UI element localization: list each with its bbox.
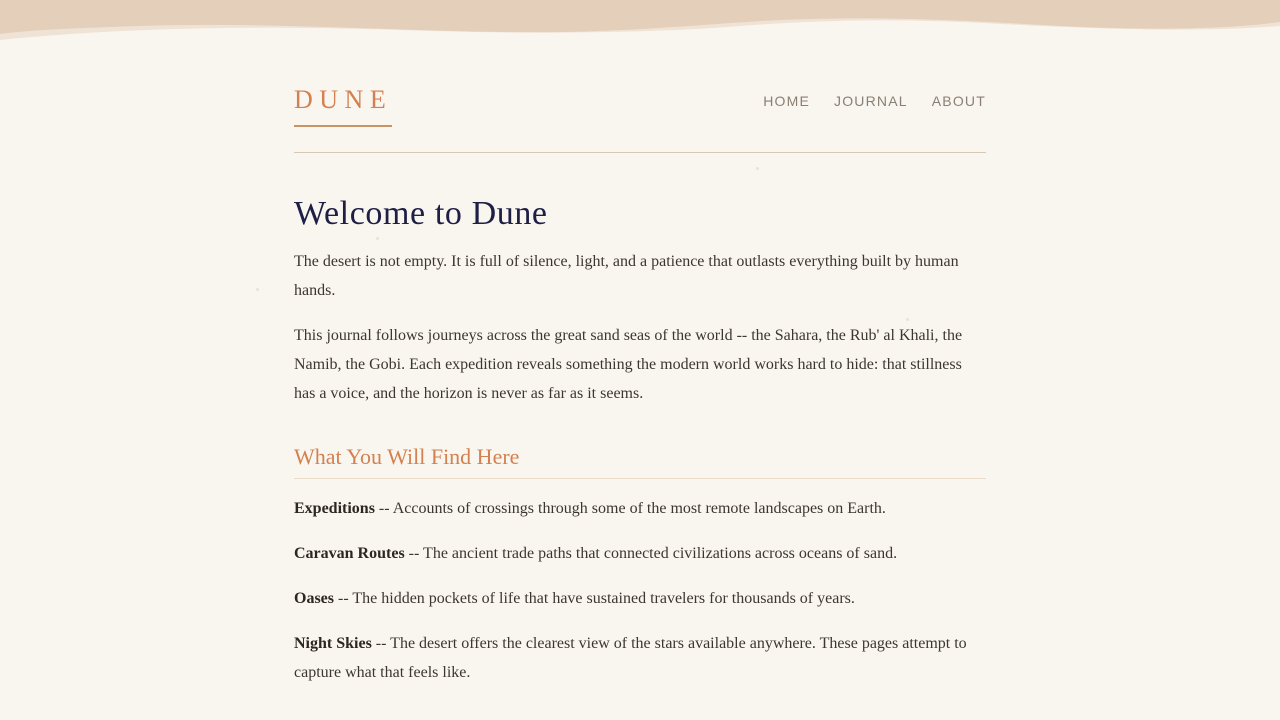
feature-description: The ancient trade paths that connected civilizations across oceans of sand. [423, 545, 898, 562]
decorative-sand-dot [256, 288, 259, 291]
main-content [294, 193, 986, 687]
page-title: Welcome to Dune [294, 195, 548, 232]
feature-separator: -- [334, 590, 353, 607]
intro-paragraph: The desert is not empty. It is full of silence, light, and a patience that outlasts everything built by human hands. [294, 253, 959, 299]
nav-home[interactable]: HOME [763, 93, 811, 109]
feature-description: Accounts of crossings through some of the most remote landscapes on Earth. [392, 500, 886, 517]
intro-paragraph: This journal follows journeys across the great sand seas of the world -- the Sahara, the Rub' al Khali, the Namib, the Gobi. Each expedition reveals something the modern world works hard to hide: that stillness has a voice, and the horizon is never as far as it seems. [294, 327, 963, 402]
nav-journal[interactable]: JOURNAL [834, 93, 908, 109]
site-logo[interactable]: DUNE [294, 84, 392, 127]
site-header [294, 0, 986, 153]
feature-separator: -- [374, 500, 393, 517]
feature-term: Oases [294, 590, 334, 607]
feature-item-night-skies [294, 629, 986, 687]
nav-about[interactable]: ABOUT [931, 93, 986, 109]
feature-description: The desert offers the clearest view of the stars available anywhere. These pages attempt to capture what that feels like. [294, 635, 967, 681]
feature-separator: -- [404, 545, 424, 562]
feature-description: The hidden pockets of life that have sustained travelers for thousands of years. [352, 590, 855, 607]
page-container [294, 0, 986, 687]
feature-item-caravan-routes [294, 539, 986, 568]
feature-term: Caravan Routes [294, 545, 405, 562]
feature-item-expeditions [294, 494, 986, 523]
feature-item-oases [294, 584, 986, 613]
section-title: What You Will Find Here [294, 442, 986, 479]
feature-term: Night Skies [294, 635, 372, 652]
feature-separator: -- [371, 635, 391, 652]
feature-term: Expeditions [294, 500, 375, 517]
main-nav [763, 92, 986, 110]
